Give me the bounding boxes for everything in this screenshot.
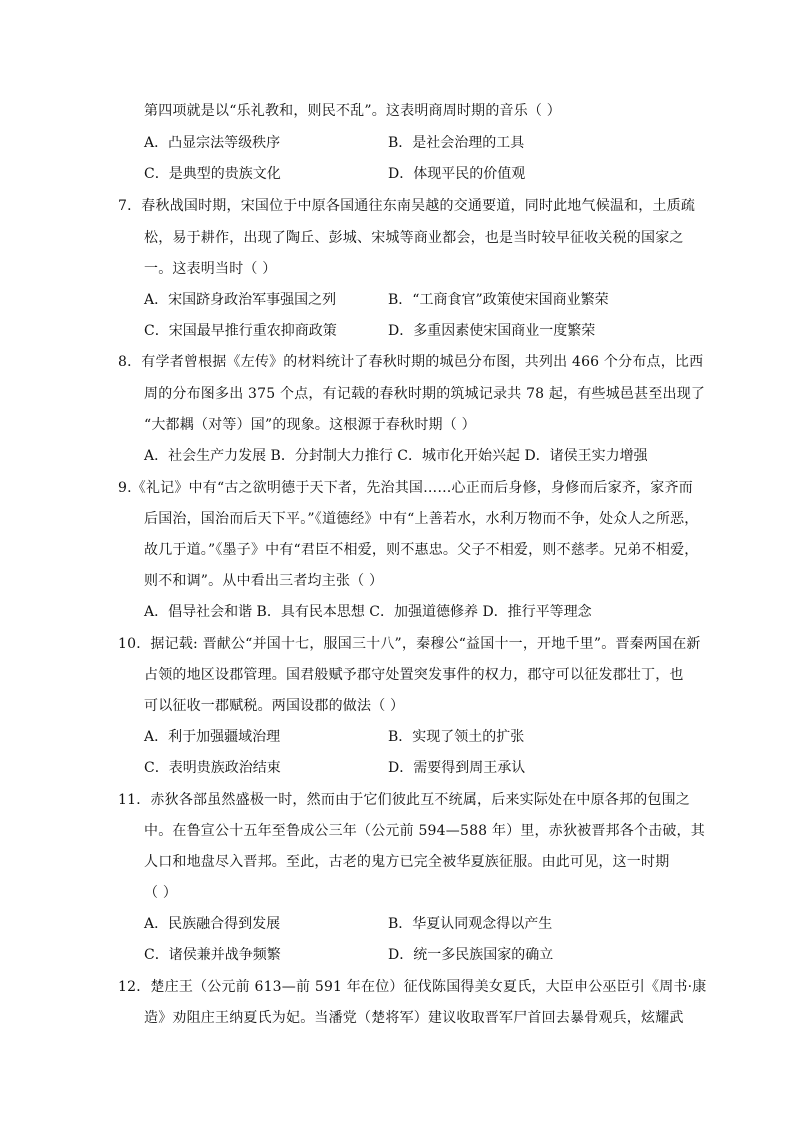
- q7-text-line: 7．春秋战国时期，宋国位于中原各国通往东南吴越的交通要道，同时此地气候温和，土质疏: [118, 198, 696, 214]
- q6-text-line: 第四项就是以“乐礼教和，则民不乱”。这表明商周时期的音乐（ ）: [144, 103, 561, 119]
- q9-text-line: 后国治，国治而后天下平。”《道德经》中有“上善若水，水利万物而不争，处众人之所恶，: [144, 511, 699, 527]
- q11-text-line: 11．赤狄各部虽然盛极一时，然而由于它们彼此互不统属，后来实际处在中原各邦的包围之: [118, 792, 691, 808]
- q11-text-line: 人口和地盘尽入晋邦。至此，古老的鬼方已完全被华夏族征服。由此可见，这一时期: [144, 854, 670, 870]
- q6-option-c: C．是典型的贵族文化: [144, 166, 281, 182]
- q10-text-line: 可以征收一郡赋税。两国设郡的做法（ ）: [144, 698, 405, 714]
- q6-option-a: A．凸显宗法等级秩序: [144, 135, 281, 151]
- q8-text-line: 8．有学者曾根据《左传》的材料统计了春秋时期的城邑分布图，共列出 466 个分布点，比西: [118, 354, 704, 370]
- q10-text-line: 10．据记载: 晋献公“并国十七，服国三十八”，秦穆公“益国十一，开地千里”。晋秦两国在新: [118, 636, 701, 652]
- q7-option-a: A．宋国跻身政治军事强国之列: [144, 292, 337, 308]
- q12-text-line: 造》劝阻庄王纳夏氏为妃。当潘党（楚将军）建议收取晋军尸首回去暴骨观兵，炫耀武: [144, 1010, 684, 1026]
- q7-option-b: B．“工商食官”政策使宋国商业繁荣: [388, 292, 609, 308]
- q9-options: A．倡导社会和谐 B．具有民本思想 C．加强道德修养 D．推行平等理念: [144, 604, 592, 620]
- q9-text-line: 故几于道。”《墨子》中有“君臣不相爱，则不惠忠。父子不相爱，则不慈孝。兄弟不相爱，: [144, 542, 699, 558]
- q10-option-b: B．实现了领土的扩张: [388, 729, 525, 745]
- q11-option-a: A．民族融合得到发展: [144, 916, 281, 932]
- q8-text-line: “大都耦（对等）国”的现象。这根源于春秋时期（ ）: [144, 417, 476, 433]
- q11-text-line: （ ）: [144, 885, 178, 901]
- q11-option-c: C．诸侯兼并战争频繁: [144, 947, 281, 963]
- q7-option-d: D．多重因素使宋国商业一度繁荣: [388, 323, 596, 339]
- q7-text-line: 一。这表明当时（ ）: [144, 261, 277, 277]
- q11-option-d: D．统一多民族国家的确立: [388, 947, 554, 963]
- q10-option-c: C．表明贵族政治结束: [144, 760, 281, 776]
- q11-text-line: 中。在鲁宣公十五年至鲁成公三年（公元前 594—588 年）里，赤狄被晋邦各个击破，其: [144, 823, 705, 839]
- q9-text-line: 则不和调”。从中看出三者均主张（ ）: [144, 573, 384, 589]
- q11-option-b: B．华夏认同观念得以产生: [388, 916, 553, 932]
- q8-options: A．社会生产力发展 B．分封制大力推行 C．城市化开始兴起 D．诸侯王实力增强: [144, 448, 648, 464]
- q10-option-d: D．需要得到周王承认: [388, 760, 526, 776]
- q7-option-c: C．宋国最早推行重农抑商政策: [144, 323, 337, 339]
- q10-option-a: A．利于加强疆域治理: [144, 729, 281, 745]
- q12-text-line: 12．楚庄王（公元前 613—前 591 年在位）征伐陈国得美女夏氏，大臣申公巫臣引《周书·康: [118, 979, 707, 995]
- q9-text-line: 9.《礼记》中有“古之欲明德于天下者，先治其国……心正而后身修，身修而后家齐，家齐而: [118, 480, 693, 496]
- q10-text-line: 占领的地区设郡管理。国君般赋予郡守处置突发事件的权力，郡守可以征发郡壮丁，也: [144, 667, 684, 683]
- q6-option-b: B．是社会治理的工具: [388, 135, 525, 151]
- q7-text-line: 松，易于耕作，出现了陶丘、彭城、宋城等商业都会，也是当时较早征收关税的国家之: [144, 230, 684, 246]
- q6-option-d: D．体现平民的价值观: [388, 166, 526, 182]
- q8-text-line: 周的分布图多出 375 个点，有记载的春秋时期的筑城记录共 78 起，有些城邑甚至出现了: [144, 386, 706, 402]
